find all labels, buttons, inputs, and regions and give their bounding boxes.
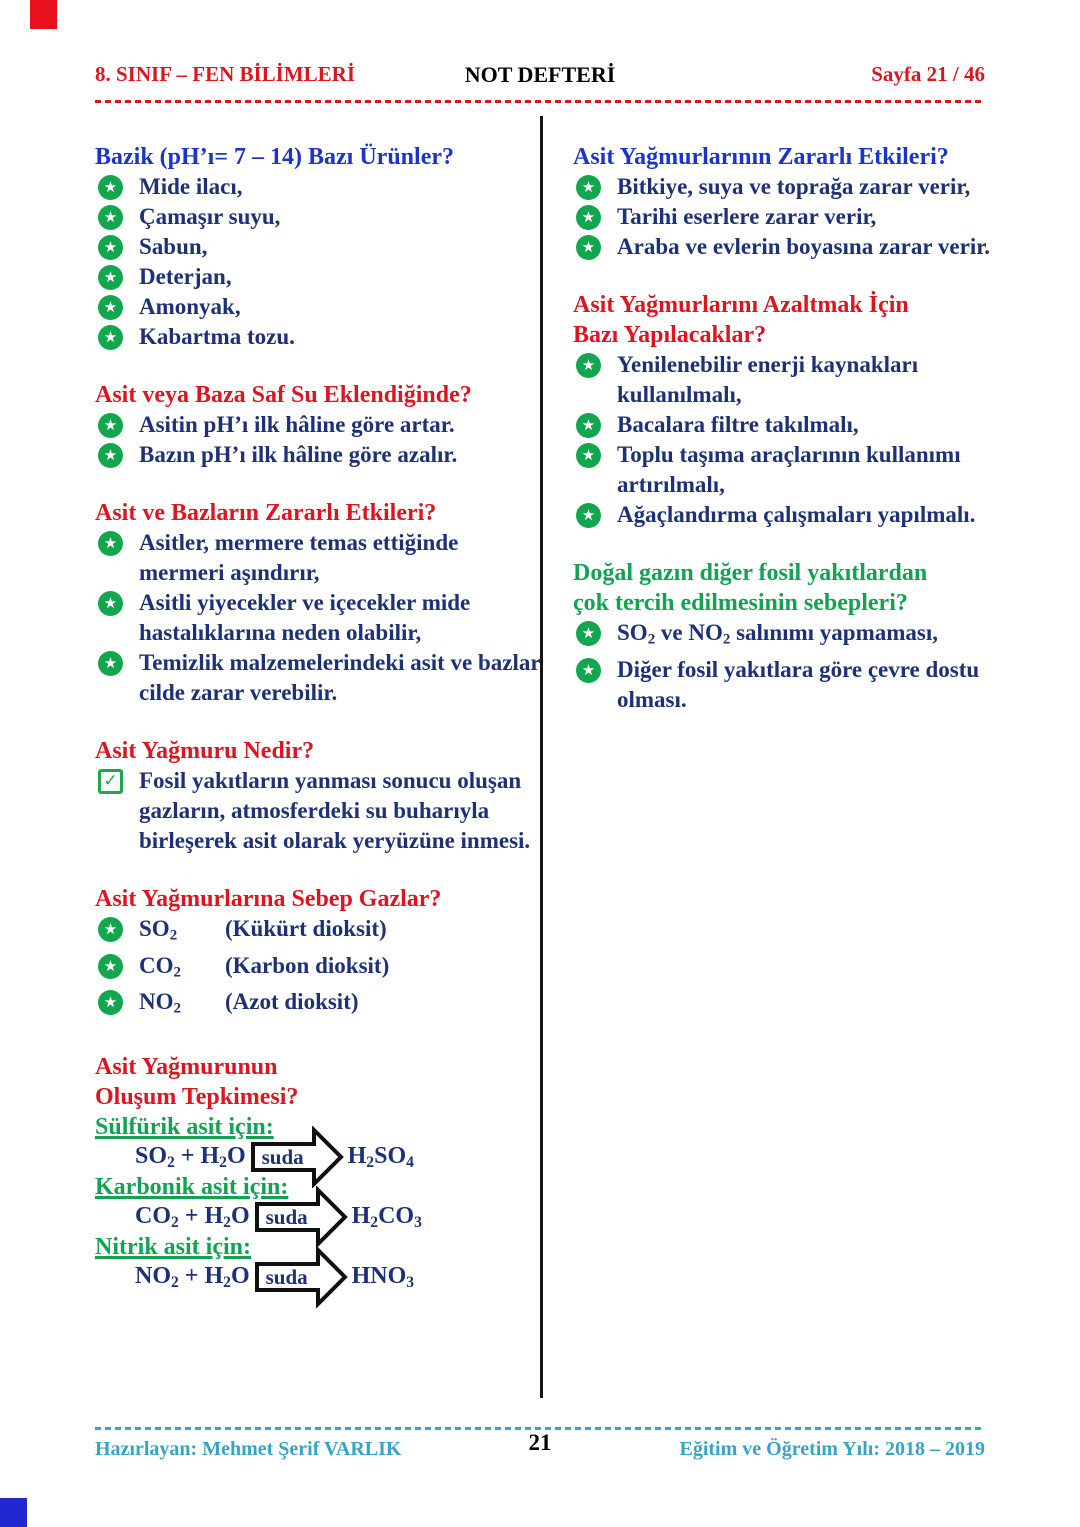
list-item	[573, 410, 991, 440]
suda-arrow-icon	[250, 1126, 344, 1188]
section-heading: Bazik (pH’ı= 7 – 14) Bazı Ürünler?	[95, 144, 454, 170]
list-item	[95, 588, 541, 648]
list-item-text: Asitler, mermere temas ettiğinde mermeri aşındırır,	[139, 530, 459, 585]
footer-school-year: Eğitim ve Öğretim Yılı: 2018 – 2019	[679, 1438, 985, 1460]
header-course-title: 8. SINIF – FEN BİLİMLERİ	[95, 62, 356, 86]
list-item-text: Kabartma tozu.	[139, 324, 295, 349]
page-footer	[95, 1430, 985, 1464]
gas-formula: $NO_2$	[139, 989, 181, 1018]
list-item	[95, 951, 541, 988]
star-bullet-icon: ★	[98, 591, 123, 616]
star-bullet-icon: ★	[576, 413, 601, 438]
reaction-equation	[135, 1142, 541, 1172]
list-item-text: Asitli yiyecekler ve içecekler mide hastalıklarına neden olabilir,	[139, 590, 471, 645]
list-item-text: Bitkiye, suya ve toprağa zarar verir,	[617, 174, 971, 199]
list-item-text: Amonyak,	[139, 294, 241, 319]
star-bullet-icon: ★	[98, 954, 123, 979]
list-item-text: Temizlik malzemelerindeki asit ve bazlar cilde zarar verebilir.	[139, 650, 541, 705]
list-item-text: Fosil yakıtların yanması sonucu oluşan gazların, atmosferdeki su buharıyla birleşerek asit olarak yeryüzüne inmesi.	[139, 768, 531, 853]
list-item-text: $SO_2$ ve $NO_2$ salınımı yapmaması,	[617, 620, 939, 648]
section-heading: Oluşum Tepkimesi?	[95, 1084, 299, 1111]
page-corner-mark-red	[30, 0, 57, 29]
reaction-label-text: Karbonik asit için:	[95, 1174, 289, 1201]
list-item-text: Mide ilacı,	[139, 174, 243, 199]
list-item-text	[139, 987, 541, 1024]
reaction-equation	[135, 1262, 541, 1292]
reaction-rhs: $HNO_3$	[351, 1262, 415, 1291]
reaction-lhs: $SO_2 + H_2O$	[135, 1142, 246, 1171]
section	[95, 498, 541, 708]
list-item	[95, 914, 541, 951]
list-item	[573, 618, 991, 655]
list-item	[573, 350, 991, 410]
gas-name: (Azot dioksit)	[225, 989, 359, 1015]
star-bullet-icon: ★	[576, 658, 601, 683]
star-bullet-icon: ★	[98, 205, 123, 230]
list-item-text: Deterjan,	[139, 264, 232, 289]
star-bullet-icon: ★	[576, 353, 601, 378]
list-item	[573, 202, 991, 232]
list-item	[95, 987, 541, 1024]
section-heading: Asit Yağmurunun	[95, 1054, 278, 1081]
list-item-text: Asitin pH’ı ilk hâline göre artar.	[139, 412, 455, 437]
left-column	[95, 130, 541, 1292]
list-item	[95, 766, 541, 856]
section-heading: Asit Yağmuru Nedir?	[95, 738, 315, 764]
star-bullet-icon: ★	[576, 205, 601, 230]
list-item	[95, 440, 541, 470]
list-item	[95, 202, 541, 232]
reaction-label-text: Sülfürik asit için:	[95, 1114, 274, 1141]
section-heading: Asit veya Baza Saf Su Eklendiğinde?	[95, 382, 472, 408]
gas-name: (Karbon dioksit)	[225, 952, 390, 978]
star-bullet-icon: ★	[98, 265, 123, 290]
section-heading: çok tercih edilmesinin sebepleri?	[573, 590, 908, 616]
section-heading: Asit Yağmurlarının Zararlı Etkileri?	[573, 144, 949, 170]
star-bullet-icon: ★	[576, 503, 601, 528]
list-item	[573, 232, 991, 262]
arrow-label: suda	[265, 1265, 308, 1290]
reaction-lhs: $CO_2 + H_2O$	[135, 1202, 250, 1231]
star-bullet-icon: ★	[576, 443, 601, 468]
arrow-label: suda	[265, 1205, 308, 1230]
page-header	[95, 62, 985, 90]
section	[573, 290, 991, 530]
section-heading: Asit ve Bazların Zararlı Etkileri?	[95, 500, 437, 526]
reaction-rhs: $H_2SO_4$	[347, 1142, 414, 1171]
section	[95, 736, 541, 856]
list-item	[95, 292, 541, 322]
list-item	[95, 410, 541, 440]
suda-arrow-icon	[254, 1246, 348, 1308]
list-item	[95, 232, 541, 262]
list-item-text: Toplu taşıma araçlarının kullanımı artırılmalı,	[617, 442, 961, 497]
star-bullet-icon: ★	[98, 175, 123, 200]
list-item-text: Tarihi eserlere zarar verir,	[617, 204, 877, 229]
list-item-text: Çamaşır suyu,	[139, 204, 281, 229]
list-item	[95, 322, 541, 352]
list-item-text: Bazın pH’ı ilk hâline göre azalır.	[139, 442, 458, 467]
section	[95, 380, 541, 470]
suda-arrow-icon	[254, 1186, 348, 1248]
list-item-text: Ağaçlandırma çalışmaları yapılmalı.	[617, 502, 976, 527]
right-column	[573, 130, 991, 715]
list-item-text: Diğer fosil yakıtlara göre çevre dostu olması.	[617, 656, 980, 712]
list-item	[573, 440, 991, 500]
section	[95, 884, 541, 1024]
star-bullet-icon: ★	[576, 235, 601, 260]
list-item	[95, 528, 541, 588]
section	[573, 558, 991, 715]
list-item	[573, 500, 991, 530]
star-bullet-icon: ★	[98, 443, 123, 468]
list-item	[95, 262, 541, 292]
list-item-text	[139, 914, 541, 951]
gas-name: (Kükürt dioksit)	[225, 916, 387, 941]
star-bullet-icon: ★	[98, 990, 123, 1015]
arrow-label: suda	[261, 1145, 304, 1170]
star-bullet-icon: ★	[98, 235, 123, 260]
section-heading: Asit Yağmurlarını Azaltmak İçin	[573, 292, 909, 318]
reaction-label-text: Nitrik asit için:	[95, 1234, 251, 1261]
page-corner-mark-blue	[0, 1498, 27, 1527]
list-item-text: Araba ve evlerin boyasına zarar verir.	[617, 234, 991, 259]
star-bullet-icon: ★	[576, 175, 601, 200]
list-item	[573, 655, 991, 715]
star-bullet-icon: ★	[98, 295, 123, 320]
footer-author: Hazırlayan: Mehmet Şerif VARLIK	[95, 1438, 402, 1460]
header-dashed-rule	[95, 100, 985, 103]
section-heading: Bazı Yapılacaklar?	[573, 322, 767, 348]
gas-formula: $CO_2$	[139, 952, 181, 981]
list-item-text: Sabun,	[139, 234, 208, 259]
gas-formula: $SO_2$	[139, 916, 178, 944]
star-bullet-icon: ★	[98, 325, 123, 350]
list-item-text: Yenilenebilir enerji kaynakları kullanılmalı,	[617, 352, 919, 407]
star-bullet-icon: ★	[98, 413, 123, 438]
star-bullet-icon: ★	[576, 621, 601, 646]
section	[95, 142, 541, 352]
reaction-rhs: $H_2CO_3$	[351, 1202, 422, 1231]
list-item	[95, 172, 541, 202]
section-heading: Asit Yağmurlarına Sebep Gazlar?	[95, 886, 442, 912]
checkbox-bullet-icon: ✓	[98, 769, 123, 794]
list-item	[573, 172, 991, 202]
star-bullet-icon: ★	[98, 651, 123, 676]
star-bullet-icon: ★	[98, 531, 123, 556]
list-item	[95, 648, 541, 708]
section-heading: Doğal gazın diğer fosil yakıtlardan	[573, 560, 928, 586]
footer-page-number: 21	[528, 1430, 552, 1455]
section	[95, 1052, 541, 1292]
header-page-indicator: Sayfa 21 / 46	[871, 62, 985, 86]
header-document-title: NOT DEFTERİ	[464, 62, 616, 87]
section	[573, 142, 991, 262]
list-item-text: Bacalara filtre takılmalı,	[617, 412, 859, 437]
reaction-equation	[135, 1202, 541, 1232]
star-bullet-icon: ★	[98, 917, 123, 942]
list-item-text	[139, 951, 541, 988]
reaction-lhs: $NO_2 + H_2O$	[135, 1262, 250, 1291]
